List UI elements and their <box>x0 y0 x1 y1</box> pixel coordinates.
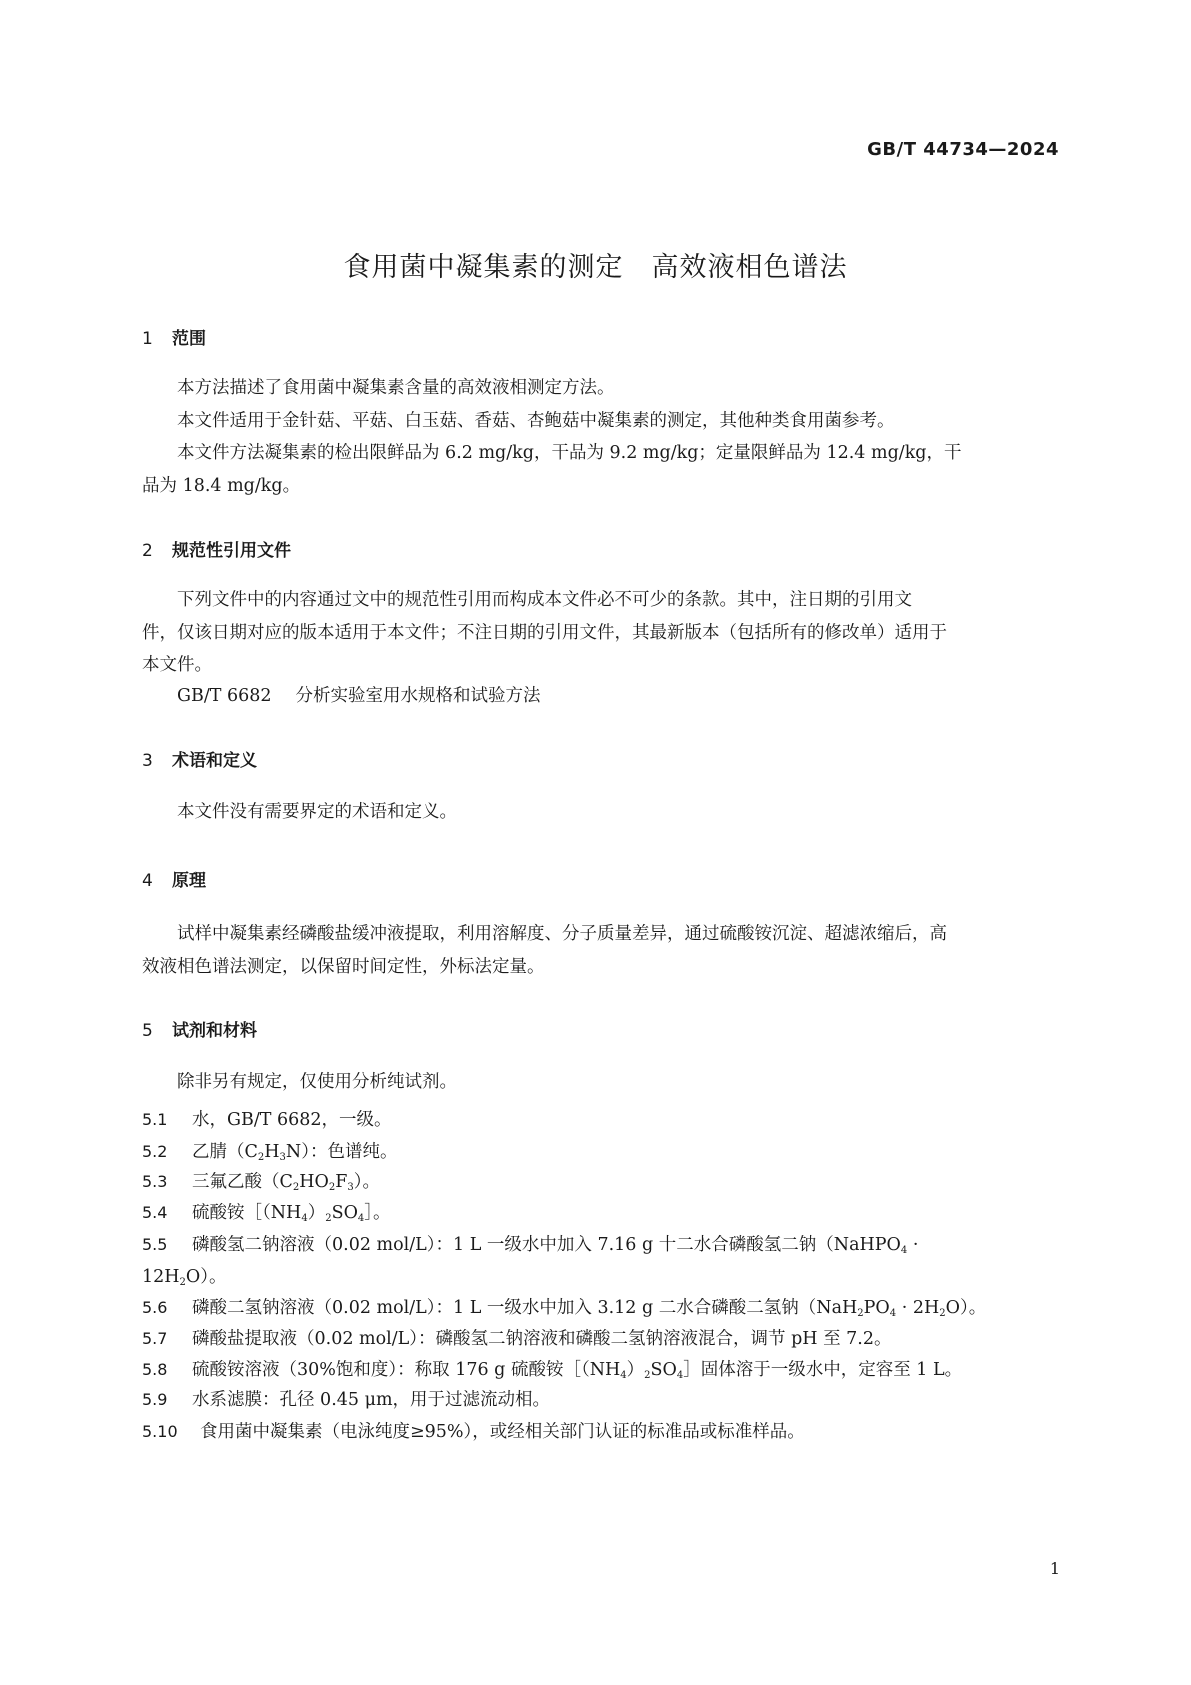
item-text: 硫酸铵溶液（30%饱和度）：称取 176 g 硫酸铵$[(NH_4)_2SO_4]$固体溶于一级水中，定容至 1 L。 <box>192 1360 963 1381</box>
list-item-continuation: $12H_2O$）。 <box>142 1267 227 1288</box>
paragraph: 件，仅该日期对应的版本适用于本文件；不注日期的引用文件，其最新版本（包括所有的修改单）适用于 <box>142 623 947 643</box>
list-item <box>142 1106 392 1131</box>
item-text: 硫酸铵$[(NH_4)_2SO_4]$。 <box>192 1203 391 1224</box>
reference-title: 分析实验室用水规格和试验方法 <box>295 686 541 706</box>
item-number: 5.6 <box>142 1298 168 1317</box>
reference-code: GB/T 6682 <box>177 686 272 706</box>
section-4-heading <box>142 866 206 891</box>
list-item <box>142 1231 918 1256</box>
paragraph: 下列文件中的内容通过文中的规范性引用而构成本文件必不可少的条款。其中，注日期的引用文 <box>177 590 912 610</box>
paragraph: 本方法描述了食用菌中凝集素含量的高效液相测定方法。 <box>177 378 615 398</box>
section-5-heading <box>142 1016 257 1041</box>
item-number: 5.10 <box>142 1422 178 1441</box>
section-2-heading <box>142 536 291 561</box>
section-number: 5 <box>142 1021 153 1041</box>
section-title: 试剂和材料 <box>172 1021 257 1041</box>
section-number: 3 <box>142 751 153 771</box>
section-title: 原理 <box>172 871 206 891</box>
list-item <box>142 1199 391 1224</box>
page-number: 1 <box>1049 1559 1060 1578</box>
list-item <box>142 1386 550 1411</box>
section-1-heading <box>142 324 206 349</box>
list-item <box>142 1168 380 1193</box>
paragraph: 本文件。 <box>142 655 212 675</box>
paragraph: 效液相色谱法测定，以保留时间定性，外标法定量。 <box>142 957 545 977</box>
item-text: 水系滤膜：孔径 0.45 μm，用于过滤流动相。 <box>192 1390 551 1410</box>
item-number: 5.1 <box>142 1110 168 1129</box>
item-number: 5.5 <box>142 1235 168 1254</box>
section-title: 规范性引用文件 <box>172 541 291 561</box>
section-title: 范围 <box>172 329 206 349</box>
document-title: 食用菌中凝集素的测定 高效液相色谱法 <box>343 252 848 283</box>
paragraph: 本文件没有需要界定的术语和定义。 <box>177 802 457 822</box>
section-3-heading <box>142 746 257 771</box>
document-code: GB/T 44734—2024 <box>867 139 1059 160</box>
paragraph: 试样中凝集素经磷酸盐缓冲液提取，利用溶解度、分子质量差异，通过硫酸铵沉淀、超滤浓缩后，高 <box>177 924 947 944</box>
item-text: 水，GB/T 6682，一级。 <box>192 1110 392 1130</box>
list-item <box>142 1325 892 1350</box>
paragraph: 本文件方法凝集素的检出限鲜品为 6.2 mg/kg，干品为 9.2 mg/kg；定量限鲜品为 12.4 mg/kg，干 <box>177 443 962 463</box>
item-number: 5.2 <box>142 1142 168 1161</box>
paragraph: 本文件适用于金针菇、平菇、白玉菇、香菇、杏鲍菇中凝集素的测定，其他种类食用菌参考。 <box>177 411 895 431</box>
item-text: 食用菌中凝集素（电泳纯度≥95%），或经相关部门认证的标准品或标准样品。 <box>200 1422 805 1442</box>
section-number: 1 <box>142 329 153 349</box>
item-number: 5.8 <box>142 1360 168 1379</box>
list-item <box>142 1418 805 1443</box>
list-item <box>142 1294 986 1319</box>
item-number: 5.3 <box>142 1172 168 1191</box>
item-number: 5.9 <box>142 1390 168 1409</box>
section-number: 4 <box>142 871 153 891</box>
list-item <box>142 1356 962 1381</box>
paragraph: 品为 18.4 mg/kg。 <box>142 476 301 496</box>
item-text: 磷酸二氢钠溶液（0.02 mol/L）：1 L 一级水中加入 3.12 g 二水合磷酸二氢钠$(NaH_2PO_4 \cdot 2H_2O)$。 <box>192 1298 987 1319</box>
section-number: 2 <box>142 541 153 561</box>
paragraph: 除非另有规定，仅使用分析纯试剂。 <box>177 1072 457 1092</box>
item-text: 磷酸氢二钠溶液（0.02 mol/L）：1 L 一级水中加入 7.16 g 十二水合磷酸氢二钠（NaHPO$_4$ · <box>192 1235 919 1256</box>
item-number: 5.7 <box>142 1329 168 1348</box>
item-text: 磷酸盐提取液（0.02 mol/L）：磷酸氢二钠溶液和磷酸二氢钠溶液混合，调节 pH 至 7.2。 <box>192 1329 892 1349</box>
section-title: 术语和定义 <box>172 751 257 771</box>
item-text: 乙腈$(C_2H_3N)$：色谱纯。 <box>192 1142 398 1163</box>
list-item <box>142 1138 397 1163</box>
item-number: 5.4 <box>142 1203 168 1222</box>
normative-reference <box>142 680 541 713</box>
item-text: 三氟乙酸$(C_2HO_2F_3)$。 <box>192 1172 381 1193</box>
